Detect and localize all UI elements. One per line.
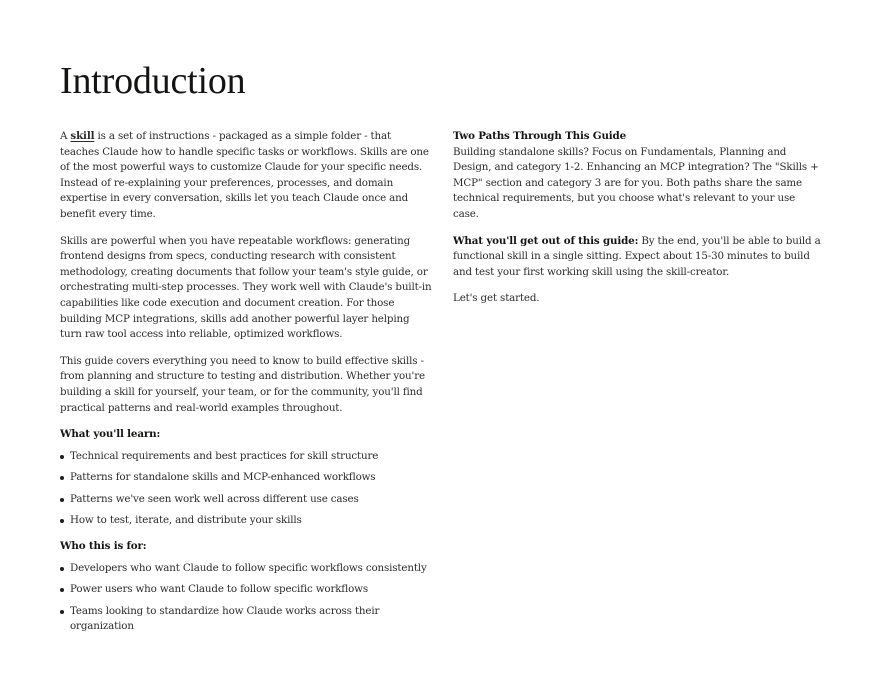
learn-item-text: Patterns for standalone skills and MCP-enhanced workflows xyxy=(70,471,376,484)
learn-item-text: Technical requirements and best practices for skill structure xyxy=(70,449,379,462)
intro-paragraph xyxy=(60,129,432,223)
outcome-paragraph xyxy=(453,234,823,281)
audience-list-item xyxy=(60,561,432,577)
learn-heading: What you'll learn: xyxy=(60,428,161,441)
outcome-text: By the end, you'll be able to build a functional skill in a single sitting. Expect about 15-30 minutes to build and test your first working skill using the skill-creator. xyxy=(453,234,821,278)
right-column xyxy=(453,129,823,318)
guide-coverage-paragraph: This guide covers everything you need to know to build effective skills - from planning and structure to testing and distribution. Whether you're building a skill for yourself, your team, or for the community, you'll find practical patterns and real-world examples throughout. xyxy=(60,354,425,414)
paths-text: Building standalone skills? Focus on Fundamentals, Planning and Design, and category 1-2. Enhancing an MCP integration? The "Skills + MCP" section and category 3 are for you. Both paths share the same technical requirements, but you choose what's relevant to your use case. xyxy=(453,145,819,220)
paths-section xyxy=(453,129,823,223)
bullet-icon xyxy=(60,519,64,523)
learn-list-item xyxy=(60,513,432,529)
bullet-icon xyxy=(60,498,64,502)
page-title: Introduction xyxy=(60,60,246,102)
paths-heading: Two Paths Through This Guide xyxy=(453,130,626,142)
closing-line: Let's get started. xyxy=(453,292,540,305)
intro-pre: A xyxy=(60,130,71,142)
left-column xyxy=(60,129,432,645)
bullet-icon xyxy=(60,588,64,592)
audience-item-text: Power users who want Claude to follow specific workflows xyxy=(70,583,368,596)
learn-list-item xyxy=(60,449,432,465)
audience-heading: Who this is for: xyxy=(60,540,147,553)
audience-item-text: Developers who want Claude to follow specific workflows consistently xyxy=(70,561,427,574)
audience-list-item xyxy=(60,582,432,598)
learn-list xyxy=(60,449,432,529)
audience-list xyxy=(60,561,432,635)
intro-post: is a set of instructions - packaged as a simple folder - that teaches Claude how to handle specific tasks or workflows. Skills are one of the most powerful ways to customize Claude for your specific needs. Instead of re-explaining your preferences, processes, and domain expertise in every conversation, skills let you teach Claude once and benefit every time. xyxy=(60,130,429,220)
learn-list-item xyxy=(60,470,432,486)
audience-list-item xyxy=(60,604,432,635)
bullet-icon xyxy=(60,567,64,571)
learn-item-text: How to test, iterate, and distribute your skills xyxy=(70,514,302,527)
learn-item-text: Patterns we've seen work well across different use cases xyxy=(70,492,359,505)
bullet-icon xyxy=(60,610,64,614)
bullet-icon xyxy=(60,455,64,459)
bullet-icon xyxy=(60,476,64,480)
outcome-lead: What you'll get out of this guide: xyxy=(453,234,639,247)
audience-item-text: Teams looking to standardize how Claude works across their organization xyxy=(70,604,380,633)
skills-power-paragraph: Skills are powerful when you have repeatable workflows: generating frontend designs from specs, conducting research with consistent methodology, creating documents that follow your team's style guide, or orchestrating multi-step processes. They work well with Claude's built-in capabilities like code execution and document creation. For those building MCP integrations, skills add another powerful layer helping turn raw tool access into reliable, optimized workflows. xyxy=(60,234,432,341)
skill-term-link[interactable]: skill xyxy=(70,130,95,142)
learn-list-item xyxy=(60,492,432,508)
